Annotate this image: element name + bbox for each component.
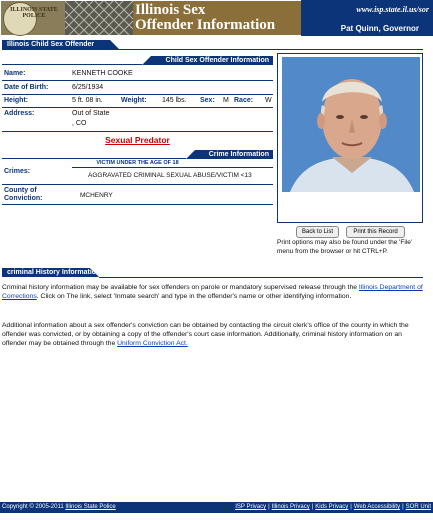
county-label-line1: County of: [4, 187, 37, 194]
tab-child-sex-offender: Illinois Child Sex Offender: [7, 41, 95, 48]
county-label-line2: Conviction:: [4, 195, 43, 202]
separator: |: [268, 504, 270, 510]
height-value: 5 ft. 08 in.: [72, 97, 103, 104]
doc-link[interactable]: Illinois Department of Corrections: [2, 284, 423, 300]
site-title-line1: Illinois Sex: [135, 2, 206, 18]
footer-link-isp-privacy[interactable]: ISP Privacy: [235, 504, 267, 510]
profile-section-title: Child Sex Offender Information: [165, 57, 269, 64]
divider: [2, 184, 273, 185]
footer-link-sor-unit[interactable]: SOR Unit: [405, 504, 431, 510]
dob-label: Date of Birth:: [4, 84, 49, 91]
copyright: [2, 502, 116, 513]
name-label: Name:: [4, 70, 26, 77]
print-options-note: Print options may also be found under the 'File' menu from the browser or hit CTRL+P.: [277, 239, 413, 255]
p2-text-before: Additional information about a sex offender's conviction can be obtained by contacting the circuit clerk's office of the county in which the offender was convicted, or by obtaining a copy of the offender's court case information. Additionally, criminal history information on an offender may be obtained through the: [2, 322, 409, 347]
offender-photo: [282, 57, 420, 192]
print-record-button[interactable]: Print this Record: [346, 226, 405, 238]
sex-value: M: [223, 97, 229, 104]
address-line2: , CO: [72, 120, 87, 127]
offender-name: KENNETH COOKE: [72, 70, 133, 77]
p1-text-before: Criminal history information may be available for sex offenders on parole or mandatory supervised release through the: [2, 284, 359, 291]
divider: [2, 80, 273, 81]
divider: [2, 204, 273, 205]
sex-label: Sex:: [200, 97, 215, 104]
site-url: www.isp.state.il.us/sor: [356, 5, 429, 14]
tab-bar-slant: [110, 40, 423, 50]
header-right-panel: [301, 0, 433, 36]
crime-section-title: Crime Information: [208, 151, 269, 158]
page-footer: [0, 502, 433, 513]
copyright-text: Copyright © 2005-2011: [2, 504, 66, 510]
victim-age-header: VICTIM UNDER THE AGE OF 18: [96, 160, 179, 166]
profile-section-header: [2, 56, 273, 65]
crime-description: AGGRAVATED CRIMINAL SEXUAL ABUSE/VICTIM <13: [88, 172, 252, 179]
weight-label: Weight:: [121, 97, 147, 104]
uniform-conviction-link[interactable]: Uniform Conviction Act.: [117, 340, 188, 347]
footer-link-kids-privacy[interactable]: Kids Privacy: [315, 504, 349, 510]
address-line1: Out of State: [72, 110, 110, 117]
address-label: Address:: [4, 110, 35, 117]
site-title-line2: Offender Information: [135, 17, 276, 33]
site-title: [133, 1, 301, 35]
race-value: W: [265, 97, 272, 104]
weight-value: 145 lbs.: [162, 97, 187, 104]
divider: [72, 167, 273, 168]
section-tab-bar: [2, 40, 423, 50]
footer-link-illinois-privacy[interactable]: Illinois Privacy: [271, 504, 310, 510]
seal-text: ILLINOIS STATE POLICE: [10, 7, 58, 19]
separator: |: [402, 504, 404, 510]
footer-links: [235, 502, 431, 513]
date-of-birth: 6/25/1934: [72, 84, 104, 91]
back-to-list-button[interactable]: Back to List: [296, 226, 339, 238]
criminal-history-paragraph-1: [2, 283, 423, 301]
separator: |: [350, 504, 352, 510]
divider: [2, 131, 273, 132]
county-of-conviction: MCHENRY: [80, 192, 113, 199]
separator: |: [311, 504, 314, 510]
p1-text-after: . Click on The link, select 'Inmate search' and type in the offender's name or other identifying information.: [36, 293, 352, 300]
race-label: Race:: [234, 97, 254, 104]
criminal-history-paragraph-2: [2, 321, 423, 348]
divider: [2, 107, 273, 108]
footer-link-web-accessibility[interactable]: Web Accessibility: [353, 504, 401, 510]
photo-frame: [277, 53, 423, 223]
height-label: Height:: [4, 97, 29, 104]
crimes-label: Crimes:: [4, 168, 31, 175]
governor-name: Pat Quinn, Governor: [340, 24, 419, 33]
isp-home-link[interactable]: Illinois State Police: [65, 504, 116, 510]
criminal-history-title: criminal History Information: [7, 269, 101, 276]
crime-section-header: [2, 150, 273, 159]
state-police-seal: [1, 1, 65, 35]
criminal-history-header: [2, 268, 423, 278]
page-header: [0, 0, 433, 36]
divider: [2, 94, 273, 95]
fence-graphic: [65, 1, 133, 35]
status-badge: Sexual Predator: [105, 135, 170, 145]
